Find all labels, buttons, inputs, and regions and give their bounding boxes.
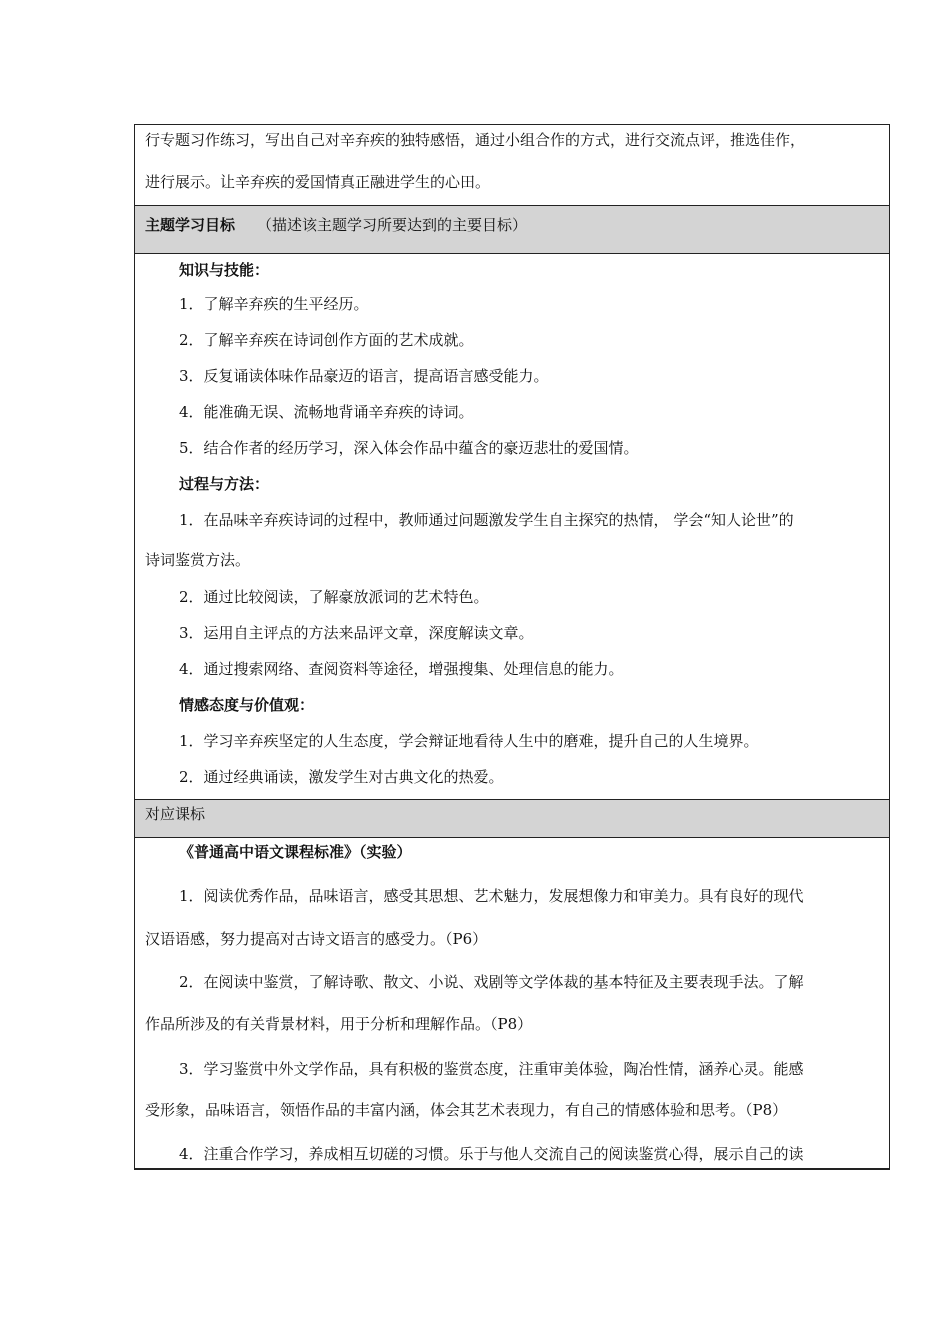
emotion-item: 1．学习辛弃疾坚定的人生态度，学会辩证地看待人生中的磨难，提升自己的人生境界。 — [179, 732, 759, 750]
process-item-1-line-2: 诗词鉴赏方法。 — [145, 551, 251, 569]
emotion-item: 2．通过经典诵读，激发学生对古典文化的热爱。 — [179, 768, 504, 786]
process-item-1-line-1: 1．在品味辛弃疾诗词的过程中，教师通过问题激发学生自主探究的热情， 学会“知人论世”的 — [179, 511, 794, 529]
standards-item-2-line-1: 2．在阅读中鉴赏，了解诗歌、散文、小说、戏剧等文学体裁的基本特征及主要表现手法。了解 — [179, 973, 804, 991]
goals-header-row — [135, 206, 889, 254]
standards-item-3-line-1: 3．学习鉴赏中外文学作品，具有积极的鉴赏态度，注重审美体验，陶冶性情，涵养心灵。能感 — [179, 1060, 804, 1078]
process-item: 4．通过搜索网络、查阅资料等途径，增强搜集、处理信息的能力。 — [179, 660, 624, 678]
goals-header-label: 主题学习目标 — [145, 216, 236, 234]
knowledge-item: 2．了解辛弃疾在诗词创作方面的艺术成就。 — [179, 331, 474, 349]
standards-content-row — [135, 838, 889, 1170]
standards-item-4-line-1: 4．注重合作学习，养成相互切磋的习惯。乐于与他人交流自己的阅读鉴赏心得，展示自己的读 — [179, 1145, 804, 1163]
goals-header-description: （描述该主题学习所要达到的主要目标） — [257, 216, 528, 234]
standards-item-1-line-2: 汉语语感，努力提高对古诗文语言的感受力。（P6） — [145, 930, 488, 948]
standards-header-label: 对应课标 — [145, 805, 206, 823]
knowledge-item: 5．结合作者的经历学习，深入体会作品中蕴含的豪迈悲壮的爱国情。 — [179, 439, 639, 457]
lesson-plan-table — [134, 124, 890, 1170]
intro-row — [135, 125, 889, 206]
process-item: 2．通过比较阅读，了解豪放派词的艺术特色。 — [179, 588, 489, 606]
standards-title: 《普通高中语文课程标准》（实验） — [179, 843, 412, 861]
process-item: 3．运用自主评点的方法来品评文章，深度解读文章。 — [179, 624, 534, 642]
emotion-title: 情感态度与价值观： — [179, 696, 315, 714]
process-title: 过程与方法： — [179, 475, 270, 493]
standards-item-1-line-1: 1．阅读优秀作品，品味语言，感受其思想、艺术魅力，发展想像力和审美力。具有良好的现代 — [179, 887, 804, 905]
standards-item-2-line-2: 作品所涉及的有关背景材料，用于分析和理解作品。（P8） — [145, 1015, 533, 1033]
knowledge-item: 1．了解辛弃疾的生平经历。 — [179, 295, 369, 313]
knowledge-title: 知识与技能： — [179, 261, 270, 279]
knowledge-item: 4．能准确无误、流畅地背诵辛弃疾的诗词。 — [179, 403, 474, 421]
standards-header-row — [135, 800, 889, 838]
intro-line-2: 进行展示。让辛弃疾的爱国情真正融进学生的心田。 — [145, 173, 491, 191]
intro-line-1: 行专题习作练习，写出自己对辛弃疾的独特感悟，通过小组合作的方式，进行交流点评，推选佳作， — [145, 131, 806, 149]
goals-content-row — [135, 254, 889, 800]
knowledge-item: 3．反复诵读体味作品豪迈的语言，提高语言感受能力。 — [179, 367, 549, 385]
standards-item-3-line-2: 受形象，品味语言，领悟作品的丰富内涵，体会其艺术表现力，有自己的情感体验和思考。（P8） — [145, 1101, 788, 1119]
goals-header — [145, 215, 881, 235]
